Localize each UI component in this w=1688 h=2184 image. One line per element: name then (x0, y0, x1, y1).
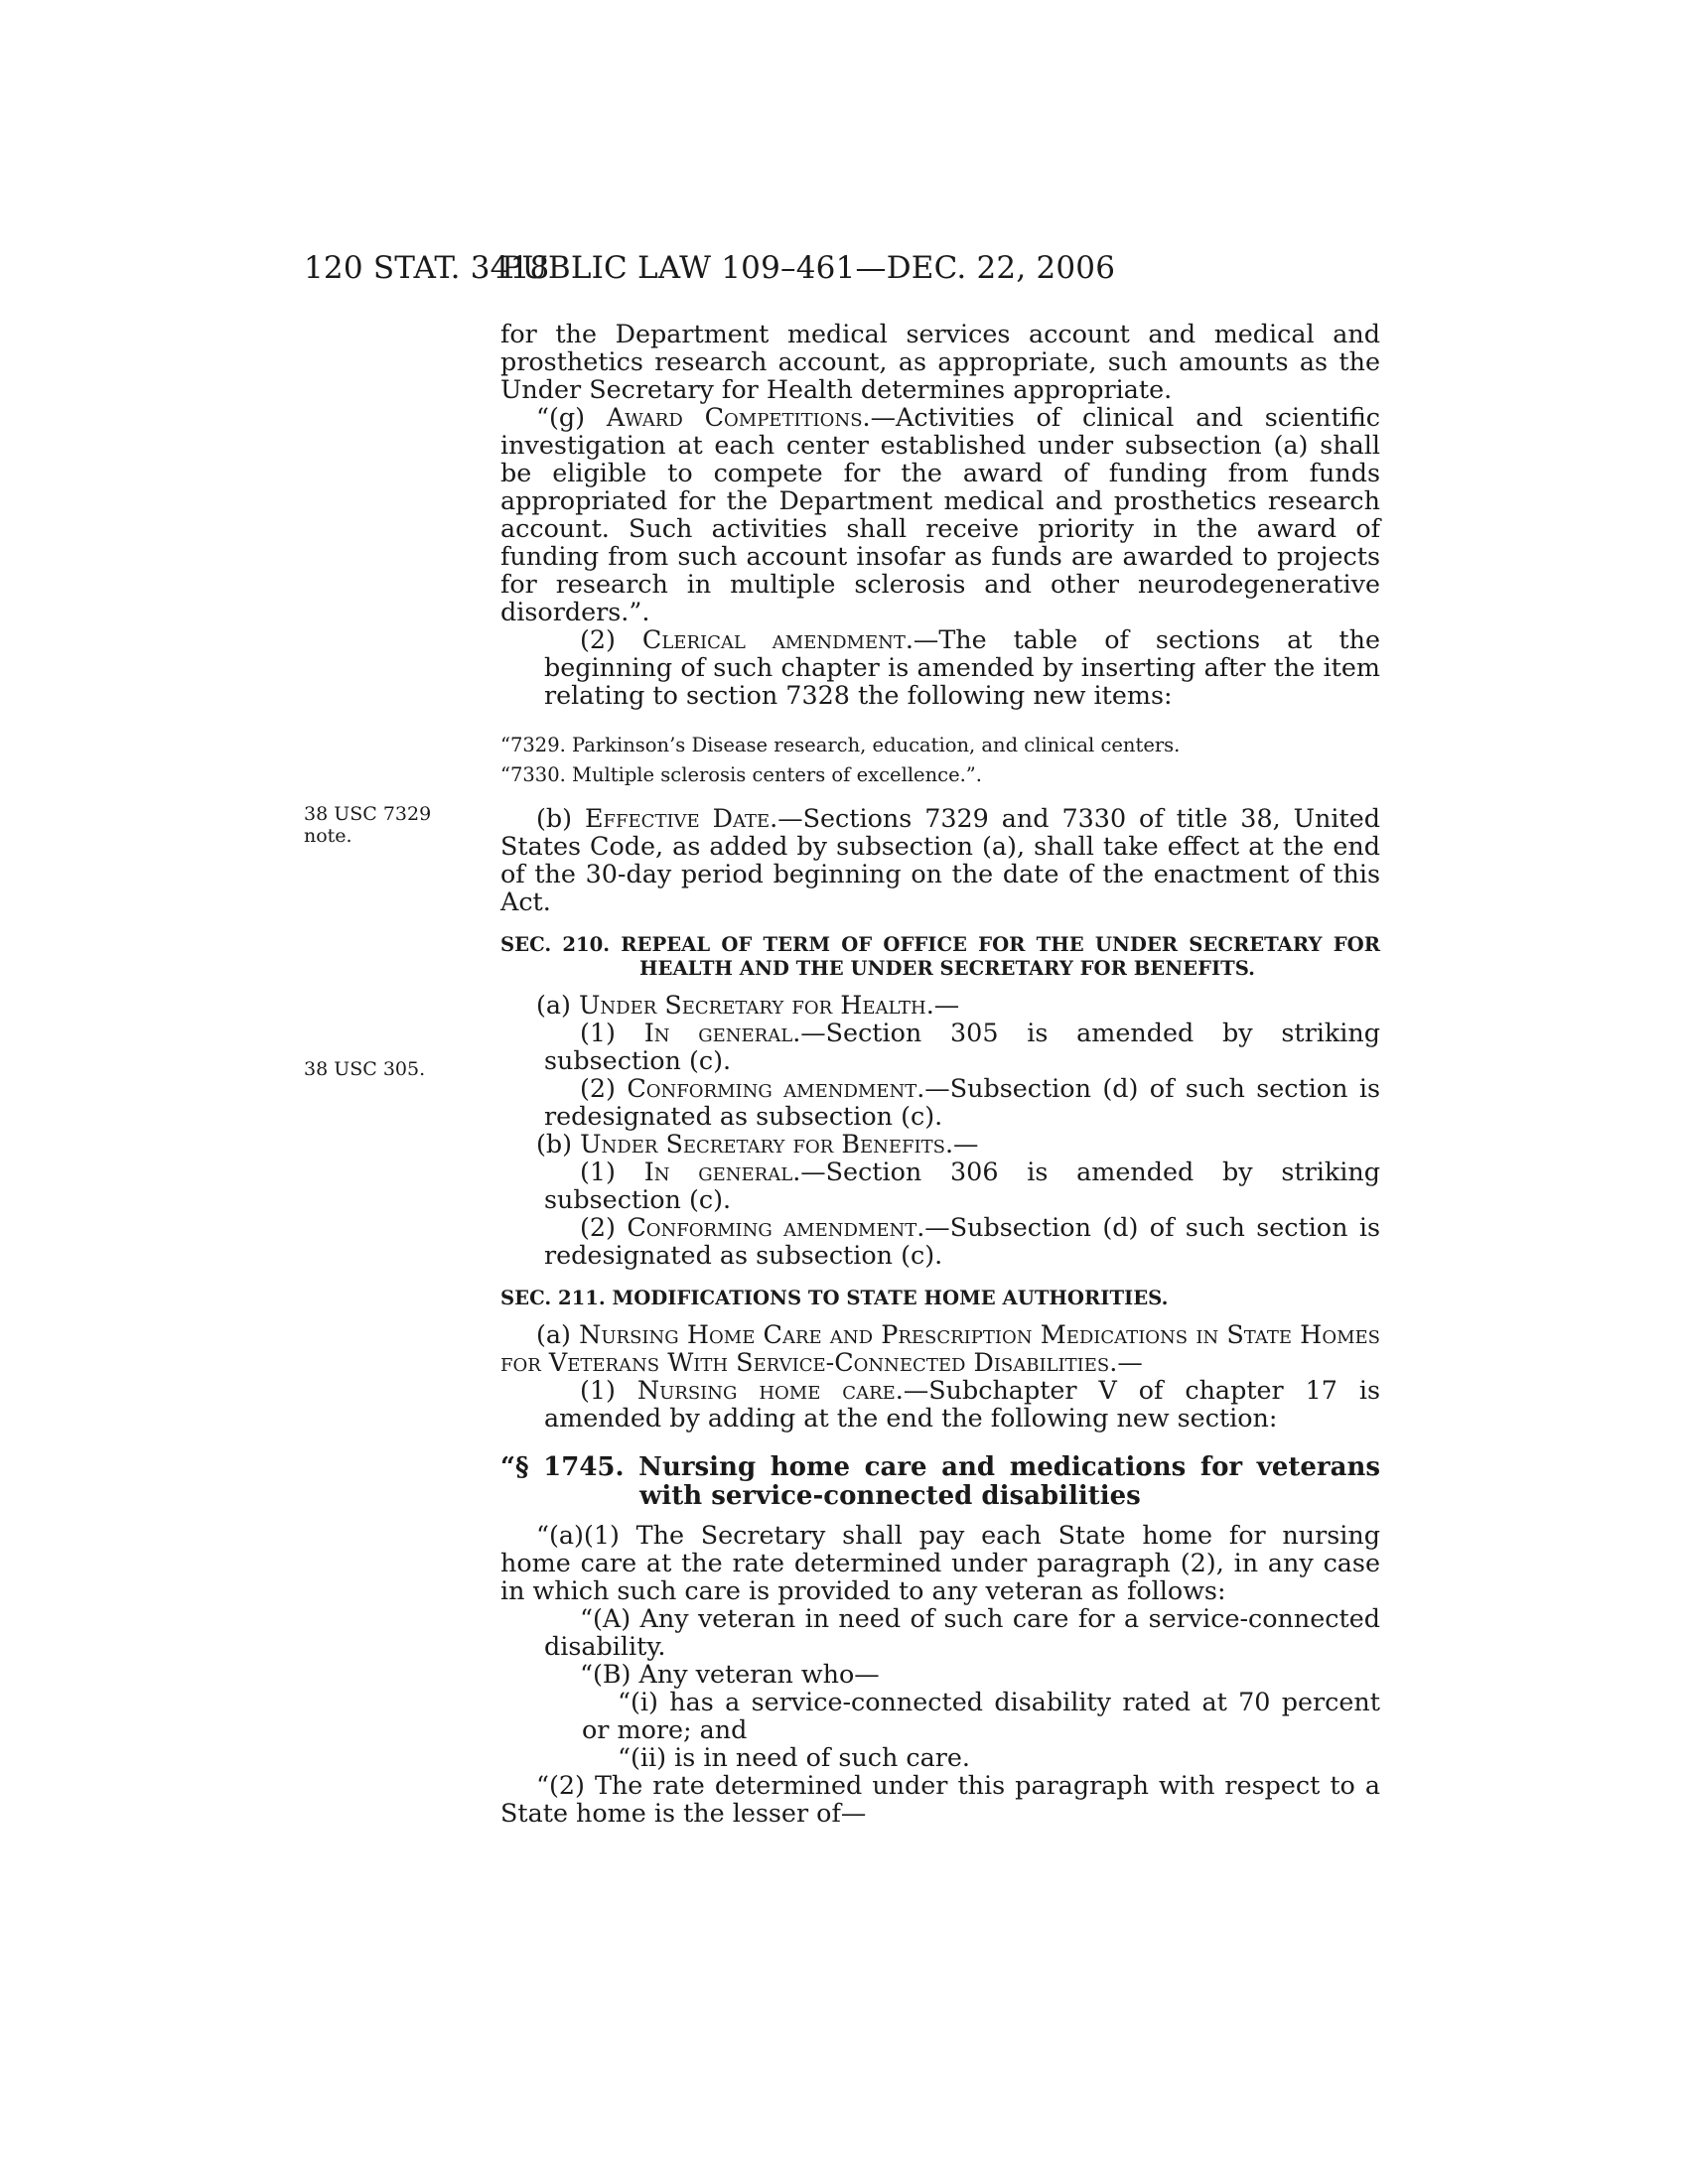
para-prefix: (b) (536, 1129, 581, 1159)
quoted-subparagraph-A: “(A) Any veteran in need of such care for a service-connected disability. (544, 1603, 1380, 1661)
para-prefix: (1) (580, 1157, 644, 1186)
paragraph-b2 (544, 1213, 1380, 1269)
para-prefix: “(g) (536, 402, 607, 432)
para-prefix: (a) (536, 1319, 580, 1349)
para-suffix: .— (1109, 1347, 1143, 1377)
para-prefix: (2) (580, 1073, 628, 1103)
para-text: .—Activities of clinical and scientific investigation at each center established under subsection (a) shall be eligible to compete for the award of funding from funds appropriated for the Department medical and prosthetics research account. Such activities shall receive priority in the award of funding from such account insofar as funds are awarded to projects for research in multiple sclerosis and other neurodegenerative disorders.”. (500, 402, 1380, 626)
para-prefix: (2) (580, 1212, 628, 1242)
toc-item-7330: “7330. Multiple sclerosis centers of excellence.”. (500, 763, 982, 786)
paragraph-effective-date (500, 804, 1380, 915)
para-prefix: (1) (580, 1018, 644, 1047)
para-text: .—Section 305 is amended by striking subsection (c). (544, 1018, 1380, 1075)
para-text: .—Subchapter V of chapter 17 is amended by adding at the end the following new section: (544, 1375, 1381, 1433)
quoted-clause-i: “(i) has a service-connected disability rated at 70 percent or more; and (582, 1687, 1380, 1744)
section-1745-title: “§ 1745. Nursing home care and medications for veterans with service-connected disabilities (500, 1452, 1380, 1511)
para-text: .—Section 306 is amended by striking subsection (c). (544, 1157, 1380, 1214)
subsection-a-heading (500, 991, 1380, 1019)
para-heading: Effective Date (585, 803, 771, 833)
running-head-law-title: PUBLIC LAW 109–461—DEC. 22, 2006 (501, 250, 1116, 286)
para-suffix: .— (944, 1129, 979, 1159)
toc-item-7329: “7329. Parkinson’s Disease research, education, and clinical centers. (500, 734, 1181, 756)
paragraph-award-competitions (500, 403, 1380, 625)
para-suffix: .— (925, 990, 960, 1020)
paragraph-211a1 (544, 1376, 1380, 1432)
paragraph-a2 (544, 1074, 1380, 1130)
section-211-heading: SEC. 211. MODIFICATIONS TO STATE HOME AUTHORITIES. (500, 1287, 1169, 1309)
margin-note-line: 38 USC 7329 (304, 803, 432, 825)
para-heading: Conforming amendment (627, 1073, 917, 1103)
para-text: .—Subsection (d) of such section is redesignated as subsection (c). (544, 1212, 1380, 1270)
margin-note-line: note. (304, 825, 352, 847)
quoted-paragraph-2: “(2) The rate determined under this paragraph with respect to a State home is the lesser of— (500, 1770, 1380, 1828)
paragraph-a1 (544, 1019, 1380, 1074)
subsection-211a-heading (500, 1320, 1380, 1376)
para-heading: Under Secretary for Benefits (580, 1129, 945, 1159)
paragraph-clerical-amendment (544, 625, 1380, 709)
para-heading: Nursing Home Care and Prescription Medications in State Homes for Veterans With Service-Connected Disabilities (500, 1319, 1380, 1377)
quoted-clause-ii: “(ii) is in need of such care. (618, 1742, 970, 1772)
para-heading: Award Competitions (606, 402, 863, 432)
para-heading: Under Secretary for Health (579, 990, 926, 1020)
para-heading: Clerical amendment (641, 624, 906, 654)
para-heading: Nursing home care (636, 1375, 896, 1405)
quoted-paragraph-a1: “(a)(1) The Secretary shall pay each State home for nursing home care at the rate determined under paragraph (2), in any case in which such care is provided to any veteran as follows: (500, 1520, 1380, 1605)
stat-page-number: 120 STAT. 3418 (304, 250, 550, 286)
quoted-subparagraph-B: “(B) Any veteran who— (580, 1659, 880, 1689)
para-prefix: (b) (536, 803, 586, 833)
paragraph-b1 (544, 1158, 1380, 1213)
para-prefix: (a) (536, 990, 580, 1020)
para-heading: In general (643, 1157, 793, 1186)
para-prefix: (2) (580, 624, 642, 654)
table-of-sections (500, 731, 1380, 790)
para-text: .—The table of sections at the beginning of such chapter is amended by inserting after the item relating to section 7328 the following new items: (544, 624, 1380, 710)
subsection-b-heading (500, 1130, 1380, 1158)
para-text: .—Sections 7329 and 7330 of title 38, United States Code, as added by subsection (a), shall take effect at the end of the 30-day period beginning on the date of the enactment of this Act. (500, 803, 1380, 916)
para-heading: In general (643, 1018, 793, 1047)
para-text: .—Subsection (d) of such section is redesignated as subsection (c). (544, 1073, 1380, 1131)
section-210-heading: SEC. 210. REPEAL OF TERM OF OFFICE FOR THE UNDER SECRETARY FOR HEALTH AND THE UNDER SECRETARY FOR BENEFITS. (500, 933, 1380, 980)
para-heading: Conforming amendment (627, 1212, 917, 1242)
margin-note-usc-7329 (304, 803, 453, 847)
margin-note-usc-305: 38 USC 305. (304, 1058, 426, 1080)
para-prefix: (1) (580, 1375, 637, 1405)
paragraph-continuation: for the Department medical services account and medical and prosthetics research account, as appropriate, such amounts as the Under Secretary for Health determines appropriate. (500, 319, 1380, 404)
page-body (500, 320, 1380, 1827)
